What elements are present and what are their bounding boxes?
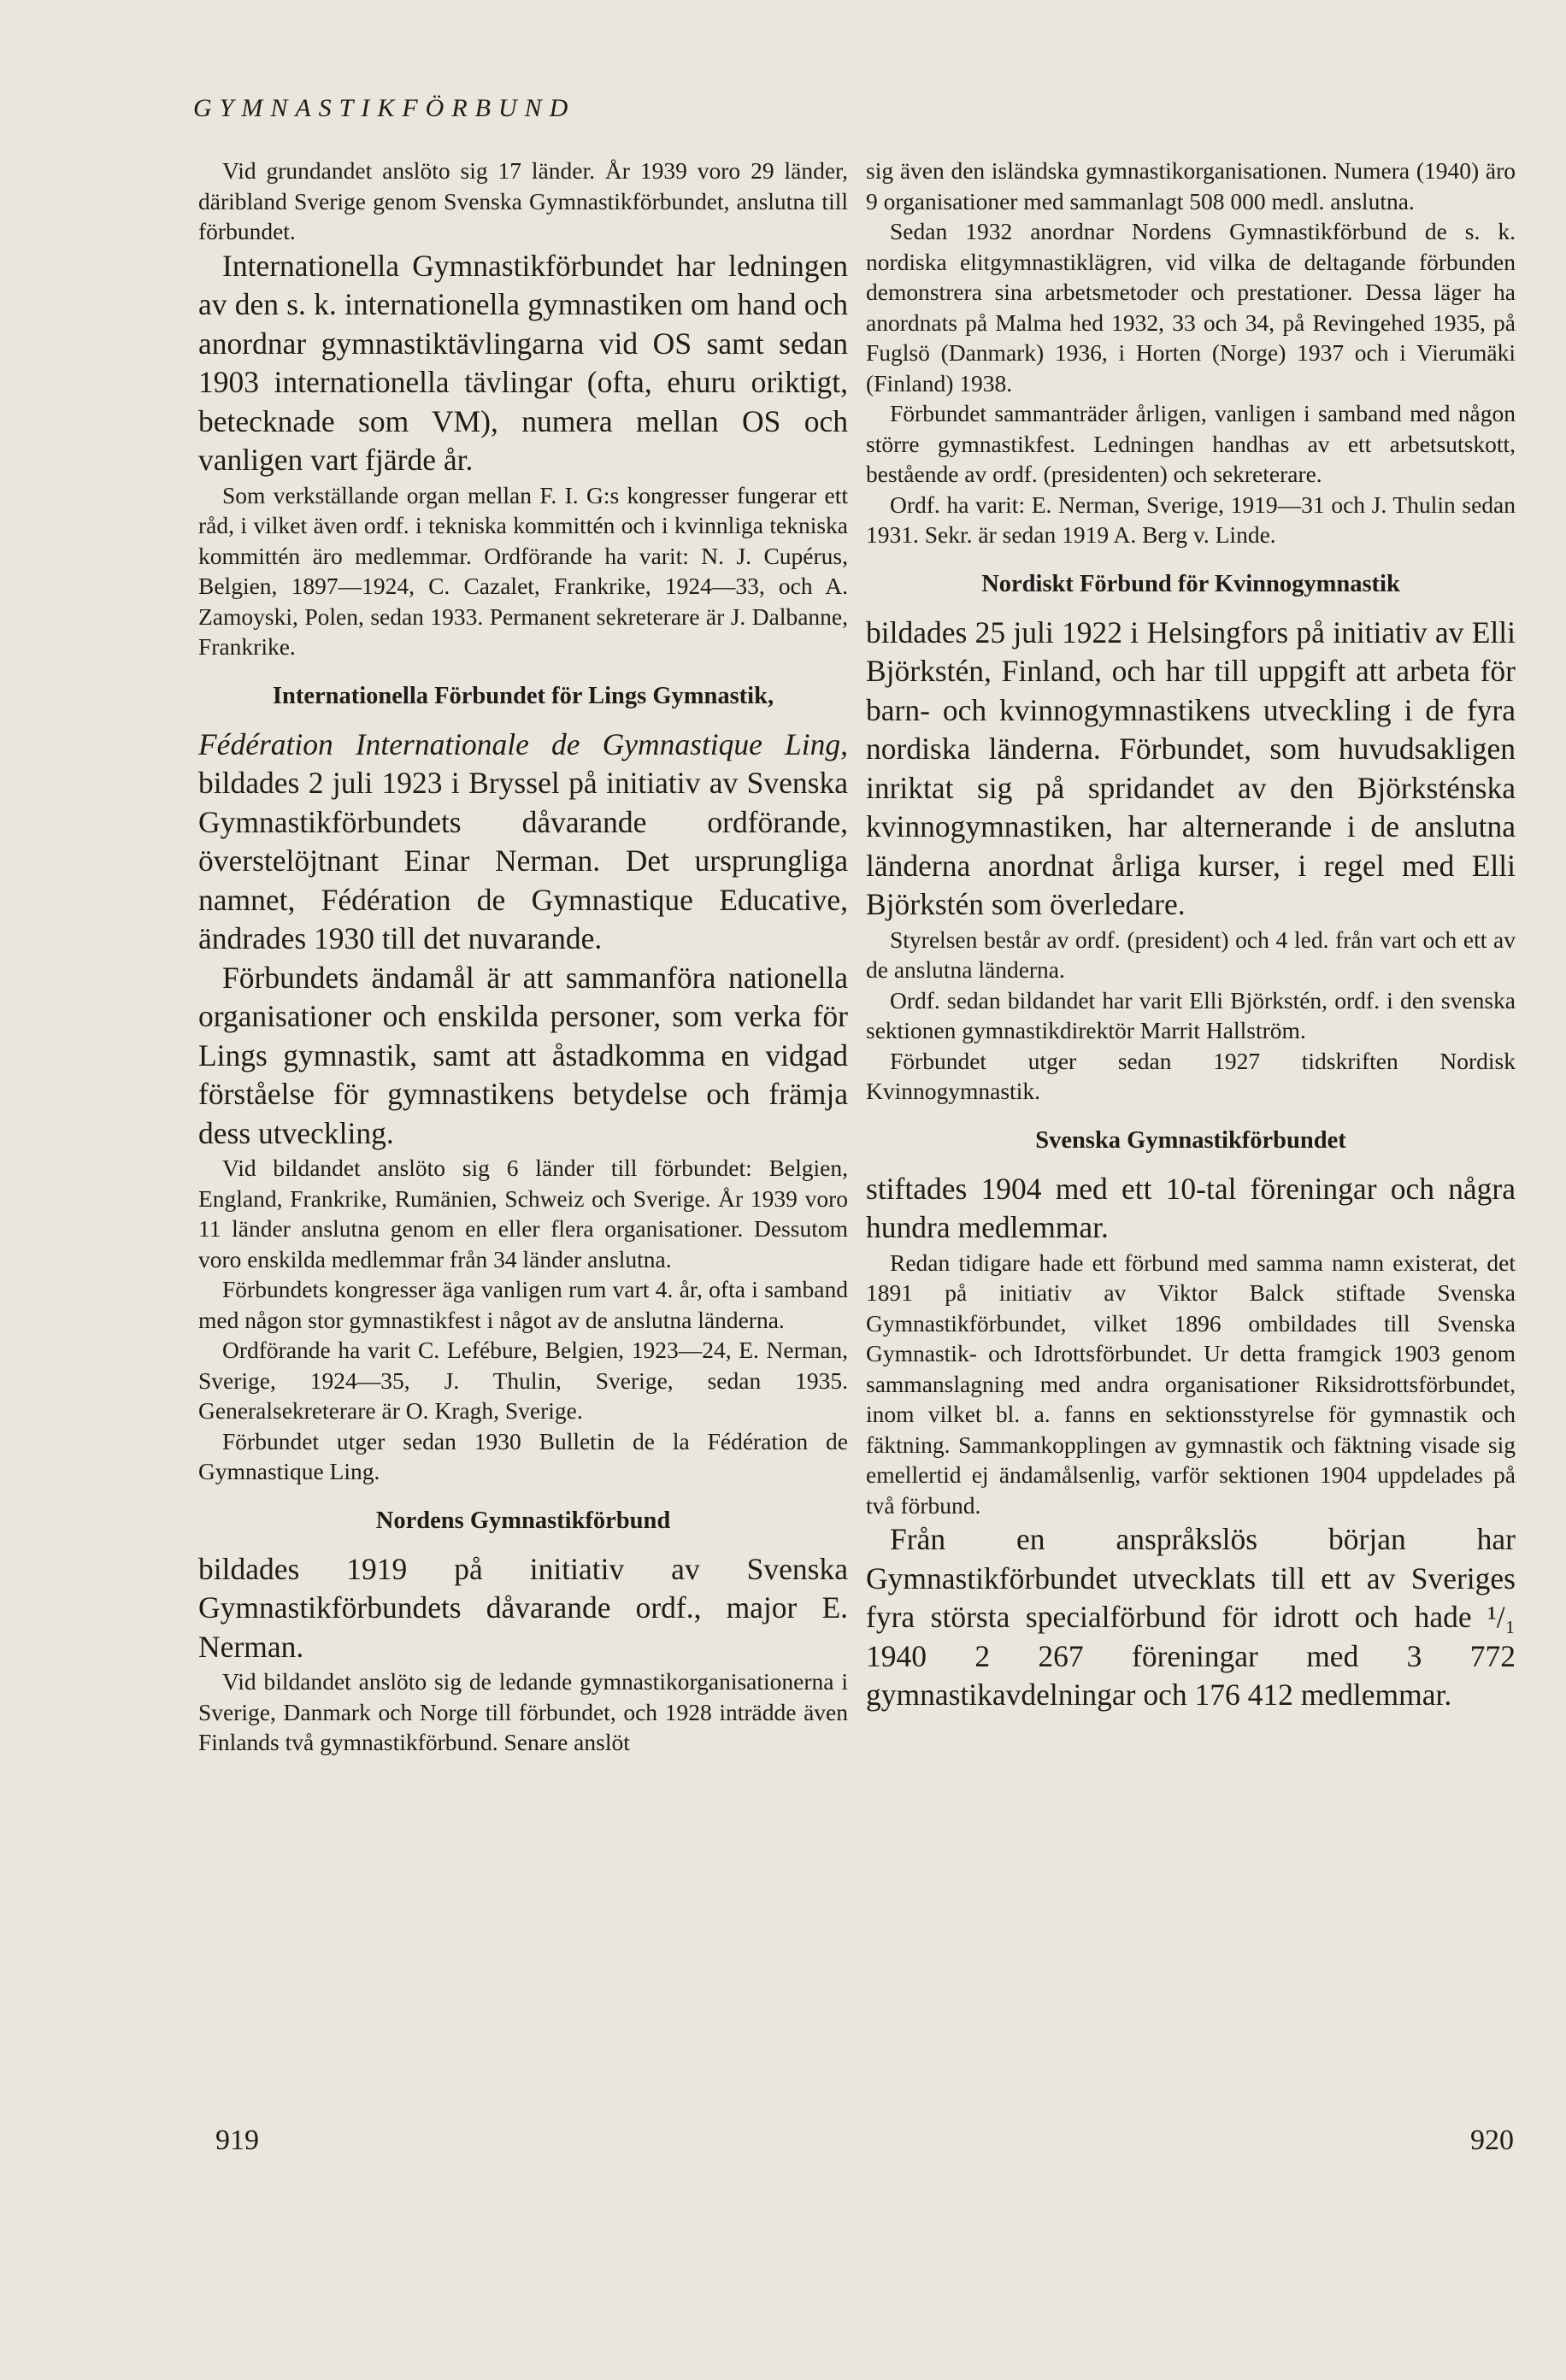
section-heading: Nordens Gymnastikförbund <box>375 1507 671 1534</box>
section-lead: bildades 25 juli 1922 i Helsingfors på initiativ av Elli Björkstén, Finland, och har till uppgift att arbeta för barn- och kvinnogymnastikens utveckling i de fyra nordiska länderna. Förbundet, som huvudsakligen inriktat sig på spridandet av den Björksténska kvinnogymnastiken, har alternerande i de anslutna länderna anordnat årliga kurser, i regel med Elli Björkstén som överledare. <box>866 614 1516 921</box>
paragraph: Vid bildandet anslöto sig 6 länder till förbundet: Belgien, England, Frankrike, Rumänien, Schweiz och Sverige. År 1939 voro 11 länder anslutna genom en eller flera organisationer. Dessutom voro enskilda medlemmar från 34 länder anslutna. <box>198 1155 848 1272</box>
right-column <box>866 156 1516 1715</box>
paragraph: Som verkställande organ mellan F. I. G:s kongresser fungerar ett råd, i vilket även ordf. i tekniska kommittén och i kvinnliga tekniska kommittén äro medlemmar. Ordförande ha varit: N. J. Cupérus, Belgien, 1897—1924, C. Cazalet, Frankrike, 1924—33, och A. Zamoyski, Polen, sedan 1933. Permanent sekreterare är J. Dalbanne, Frankrike. <box>198 481 848 660</box>
paragraph: Vid bildandet anslöto sig de ledande gymnastikorganisationerna i Sverige, Danmark och Norge till förbundet, och 1928 inträdde även Finlands två gymnastikförbund. Senare anslöt <box>198 1668 848 1755</box>
italic-name: Fédération Internationale de Gymnastique Ling, <box>198 726 848 761</box>
paragraph: Redan tidigare hade ett förbund med samma namn existerat, det 1891 på initiativ av Viktor Balck stiftade Svenska Gymnastikförbundet, vilket 1896 ombildades till Svenska Gymnastik- och Idrottsförbundet. Ur detta framgick 1903 genom sammanslagning med andra organisationer Riksidrottsförbundet, inom vilket bl. a. fanns en sektionsstyrelse för gymnastik och fäktning. Sammankopplingen av gymnastik och fäktning visade sig emellertid ej ändamålsenlig, varför sektionen 1904 uppdelades på två förbund. <box>866 1249 1516 1519</box>
section-heading: Nordiskt Förbund för Kvinnogymnastik <box>981 570 1400 597</box>
paragraph: Förbundet utger sedan 1927 tidskriften Nordisk Kvinnogymnastik. <box>866 1047 1516 1104</box>
section-lead <box>198 726 848 959</box>
paragraph: Ordf. ha varit: E. Nerman, Sverige, 1919—31 och J. Thulin sedan 1931. Sekr. är sedan 1919 A. Berg v. Linde. <box>866 491 1516 548</box>
lead-text: bildades 2 juli 1923 i Bryssel på initiativ av Svenska Gymnastikförbundets dåvarande ordförande, överstelöjtnant Einar Nerman. Det ursprungliga namnet, Fédération de Gymnastique Educative, ändrades 1930 till det nuvarande. <box>198 766 848 955</box>
section-heading: Svenska Gymnastikförbundet <box>1035 1126 1346 1154</box>
paragraph: Styrelsen består av ordf. (president) och 4 led. från vart och ett av de anslutna länderna. <box>866 926 1516 983</box>
paragraph: Förbundet sammanträder årligen, vanligen i samband med någon större gymnastikfest. Ledningen handhas av ett arbetsutskott, bestående av ordf. (presidenten) och sekreterare. <box>866 400 1516 487</box>
left-column <box>198 156 848 1758</box>
section-lead: stiftades 1904 med ett 10-tal föreningar och några hundra medlemmar. <box>866 1171 1516 1244</box>
section-lead: bildades 1919 på initiativ av Svenska Gymnastikförbundets dåvarande ordf., major E. Nerman. <box>198 1551 848 1664</box>
page-number-right: 920 <box>1470 2124 1514 2156</box>
section-heading: Internationella Förbundet för Lings Gymnastik, <box>272 682 774 709</box>
paragraph: Internationella Gymnastikförbundet har ledningen av den s. k. internationella gymnastiken om hand och anordnar gymnastiktävlingarna vid OS samt sedan 1903 internationella tävlingar (ofta, ehuru oriktigt, betecknade som VM), numera mellan OS och vanligen vart fjärde år. <box>198 248 848 477</box>
paragraph: sig även den isländska gymnastikorganisationen. Numera (1940) äro 9 organisationer med sammanlagt 508 000 medl. anslutna. <box>866 157 1516 214</box>
page-number-left: 919 <box>215 2124 259 2156</box>
paragraph: Förbundets ändamål är att sammanföra nationella organisationer och enskilda personer, som verka för Lings gymnastik, samt att åstadkomma en vidgad förståelse för gymnastikens betydelse och främja dess utveckling. <box>198 960 848 1150</box>
paragraph: Förbundets kongresser äga vanligen rum vart 4. år, ofta i samband med någon stor gymnastikfest i något av de anslutna länderna. <box>198 1276 848 1333</box>
paragraph: Ordförande ha varit C. Lefébure, Belgien, 1923—24, E. Nerman, Sverige, 1924—35, J. Thulin, Sverige, sedan 1935. Generalsekreterare är O. Kragh, Sverige. <box>198 1337 848 1424</box>
paragraph: Förbundet utger sedan 1930 Bulletin de la Fédération de Gymnastique Ling. <box>198 1427 848 1484</box>
paragraph: Ordf. sedan bildandet har varit Elli Björkstén, ordf. i den svenska sektionen gymnastikdirektör Marrit Hallström. <box>866 986 1516 1043</box>
paragraph: Från en anspråkslös början har Gymnastikförbundet utvecklats till ett av Sveriges fyra största specialförbund för idrott och hade ¹/₁ 1940 2 267 föreningar med 3 772 gymnastikavdelningar och 176 412 medlemmar. <box>866 1522 1516 1712</box>
paragraph: Vid grundandet anslöto sig 17 länder. År 1939 voro 29 länder, däribland Sverige genom Svenska Gymnastikförbundet, anslutna till förbundet. <box>198 157 848 244</box>
paragraph: Sedan 1932 anordnar Nordens Gymnastikförbund de s. k. nordiska elitgymnastiklägren, vid vilka de deltagande förbunden demonstrera sina arbetsmetoder och prestationer. Dessa läger ha anordnats på Malma hed 1932, 33 och 34, på Revingehed 1935, på Fuglsö (Danmark) 1936, i Horten (Norge) 1937 och i Vierumäki (Finland) 1938. <box>866 218 1516 397</box>
running-head: GYMNASTIKFÖRBUND <box>193 94 576 122</box>
